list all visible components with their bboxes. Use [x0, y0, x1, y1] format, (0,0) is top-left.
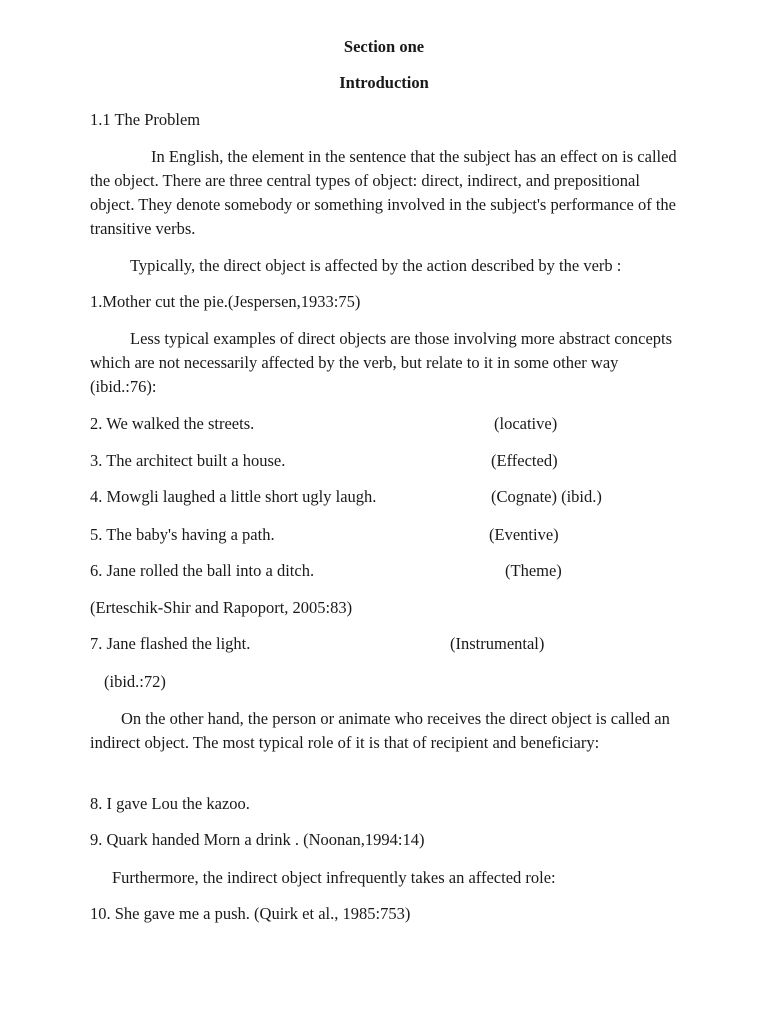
example-6: 6. Jane rolled the ball into a ditch. — [90, 561, 315, 580]
example-5-role: (Eventive) — [489, 525, 559, 544]
example-4: 4. Mowgli laughed a little short ugly laugh. — [90, 487, 377, 506]
citation-1: (Erteschik-Shir and Rapoport, 2005:83) — [90, 598, 353, 617]
page-title: Introduction — [339, 73, 429, 92]
paragraph-5: Furthermore, the indirect object infrequently takes an affected role: — [112, 868, 556, 887]
example-10: 10. She gave me a push. (Quirk et al., 1985:753) — [90, 904, 411, 923]
paragraph-1: In English, the element in the sentence that the subject has an effect on is called the object. There are three central types of object: direct, indirect, and prepositional object. They denote somebody or something involved in the subject's performance of the transitive verbs. — [90, 147, 677, 238]
example-7-role: (Instrumental) — [450, 634, 545, 653]
example-8: 8. I gave Lou the kazoo. — [90, 794, 250, 813]
paragraph-3: Less typical examples of direct objects are those involving more abstract concepts which are not necessarily affected by the verb, but relate to it in some other way (ibid.:76): — [90, 329, 673, 396]
section-label: Section one — [343, 37, 425, 56]
example-3-role: (Effected) — [491, 451, 558, 470]
example-2: 2. We walked the streets. — [90, 414, 255, 433]
paragraph-4: On the other hand, the person or animate who receives the direct object is called an indirect object. The most typical role of it is that of recipient and beneficiary: — [90, 709, 670, 752]
example-5: 5. The baby's having a path. — [90, 525, 275, 544]
section-heading: 1.1 The Problem — [90, 110, 201, 129]
paragraph-2: Typically, the direct object is affected by the action described by the verb : — [130, 256, 622, 275]
citation-2: (ibid.:72) — [104, 672, 166, 691]
example-3: 3. The architect built a house. — [90, 451, 286, 470]
example-4-role: (Cognate) (ibid.) — [491, 487, 602, 506]
example-1: 1.Mother cut the pie.(Jespersen,1933:75) — [90, 292, 361, 311]
example-7: 7. Jane flashed the light. — [90, 634, 251, 653]
example-6-role: (Theme) — [505, 561, 562, 580]
example-2-role: (locative) — [494, 414, 558, 433]
example-9: 9. Quark handed Morn a drink . (Noonan,1994:14) — [90, 830, 425, 849]
